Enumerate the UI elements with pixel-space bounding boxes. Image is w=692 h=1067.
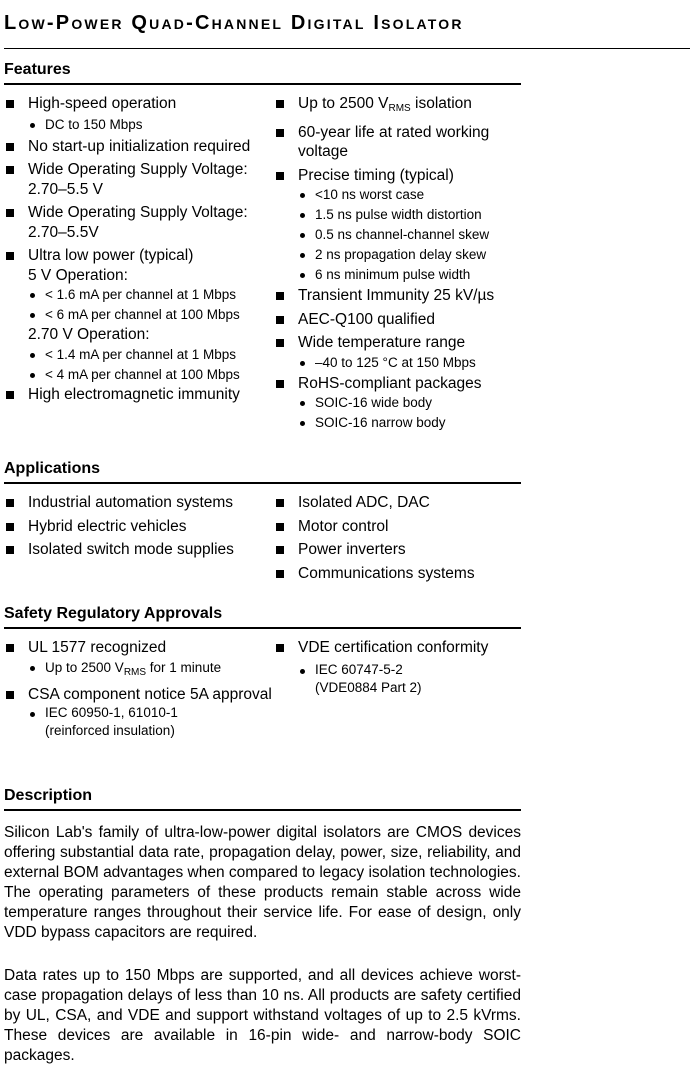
feature-subitem: 6 ns minimum pulse width (274, 265, 524, 285)
safety-item: UL 1577 recognized (4, 638, 272, 658)
feature-item: Wide temperature range (274, 333, 524, 353)
feature-subitem: < 1.4 mA per channel at 1 Mbps (4, 345, 272, 365)
safety-subitem: Up to 2500 $V_{RMS}$ for 1 minute (4, 658, 272, 683)
safety-subitem: IEC 60747-5-2 (274, 661, 524, 679)
feature-subitem: < 6 mA per channel at 100 Mbps (4, 305, 272, 325)
feature-item: 60-year life at rated working voltage (274, 123, 524, 162)
feature-subitem: < 4 mA per channel at 100 Mbps (4, 365, 272, 385)
safety-subitem: IEC 60950-1, 61010-1 (4, 704, 272, 722)
feature-subitem: <10 ns worst case (274, 185, 524, 205)
safety-item: VDE certification conformity (274, 638, 524, 658)
application-item: Hybrid electric vehicles (4, 517, 272, 537)
feature-subitem: 2 ns propagation delay skew (274, 245, 524, 265)
feature-subitem: 1.5 ns pulse width distortion (274, 205, 524, 225)
applications-heading: Applications (4, 459, 521, 484)
feature-subitem: –40 to 125 °C at 150 Mbps (274, 353, 524, 373)
feature-item-isolation: Up to 2500 $V_{RMS}$ isolation (274, 94, 524, 119)
features-right-column (274, 94, 524, 433)
feature-plain: 5 V Operation: (28, 266, 128, 284)
application-item: Communications systems (274, 564, 524, 584)
feature-plain: 2.70 V Operation: (28, 326, 150, 343)
features-left-column (4, 94, 272, 408)
feature-item: AEC-Q100 qualified (274, 310, 524, 330)
feature-item: RoHS-compliant packages (274, 374, 524, 394)
feature-item: Ultra low power (typical) (4, 246, 272, 266)
feature-subitem: SOIC-16 narrow body (274, 413, 524, 433)
applications-left-column (4, 493, 272, 564)
safety-item: CSA component notice 5A approval (4, 685, 272, 705)
application-item: Motor control (274, 517, 524, 537)
features-heading: Features (4, 60, 521, 85)
feature-item: Transient Immunity 25 kV/µs (274, 286, 524, 306)
application-item: Industrial automation systems (4, 493, 272, 513)
applications-right-column (274, 493, 524, 587)
safety-heading: Safety Regulatory Approvals (4, 604, 521, 629)
feature-subitem: DC to 150 Mbps (4, 115, 272, 135)
application-item: Isolated switch mode supplies (4, 540, 272, 560)
feature-item: High-speed operation (4, 94, 272, 114)
feature-item: High electromagnetic immunity (4, 385, 272, 405)
safety-subitem-continued: (reinforced insulation) (45, 723, 175, 738)
description-paragraph-2: Data rates up to 150 Mbps are supported, and all devices achieve worst-case propagation delays of less than 10 ns. All products are safety certified by UL, CSA, and VDE and support withstand voltages of up to 2.5 kVrms. These devices are available in 16-pin wide- and narrow-body SOIC packages. (4, 967, 521, 1064)
feature-subitem: 0.5 ns channel-channel skew (274, 225, 524, 245)
safety-right-column (274, 638, 524, 697)
title-divider (4, 48, 690, 49)
feature-subitem: SOIC-16 wide body (274, 393, 524, 413)
safety-subitem-continued: (VDE0884 Part 2) (315, 679, 422, 695)
application-item: Isolated ADC, DAC (274, 493, 524, 513)
description-paragraph-1: Silicon Lab's family of ultra-low-power digital isolators are CMOS devices offering substantial data rate, propagation delay, power, size, reliability, and external BOM advantages when compared to legacy isolation technologies. The operating parameters of these products remain stable across wide temperature ranges throughout their service life. For ease of design, only VDD bypass capacitors are required. (4, 824, 521, 941)
page-title: Low-Power Quad-Channel Digital Isolator (4, 12, 464, 34)
feature-item: Wide Operating Supply Voltage: 2.70–5.5 V (4, 160, 272, 199)
feature-item: Wide Operating Supply Voltage: 2.70–5.5V (4, 203, 272, 242)
feature-item: Precise timing (typical) (274, 166, 524, 186)
application-item: Power inverters (274, 540, 524, 560)
safety-left-column (4, 638, 272, 740)
description-heading: Description (4, 786, 521, 811)
feature-item: No start-up initialization required (4, 137, 272, 157)
feature-subitem: < 1.6 mA per channel at 1 Mbps (4, 285, 272, 305)
